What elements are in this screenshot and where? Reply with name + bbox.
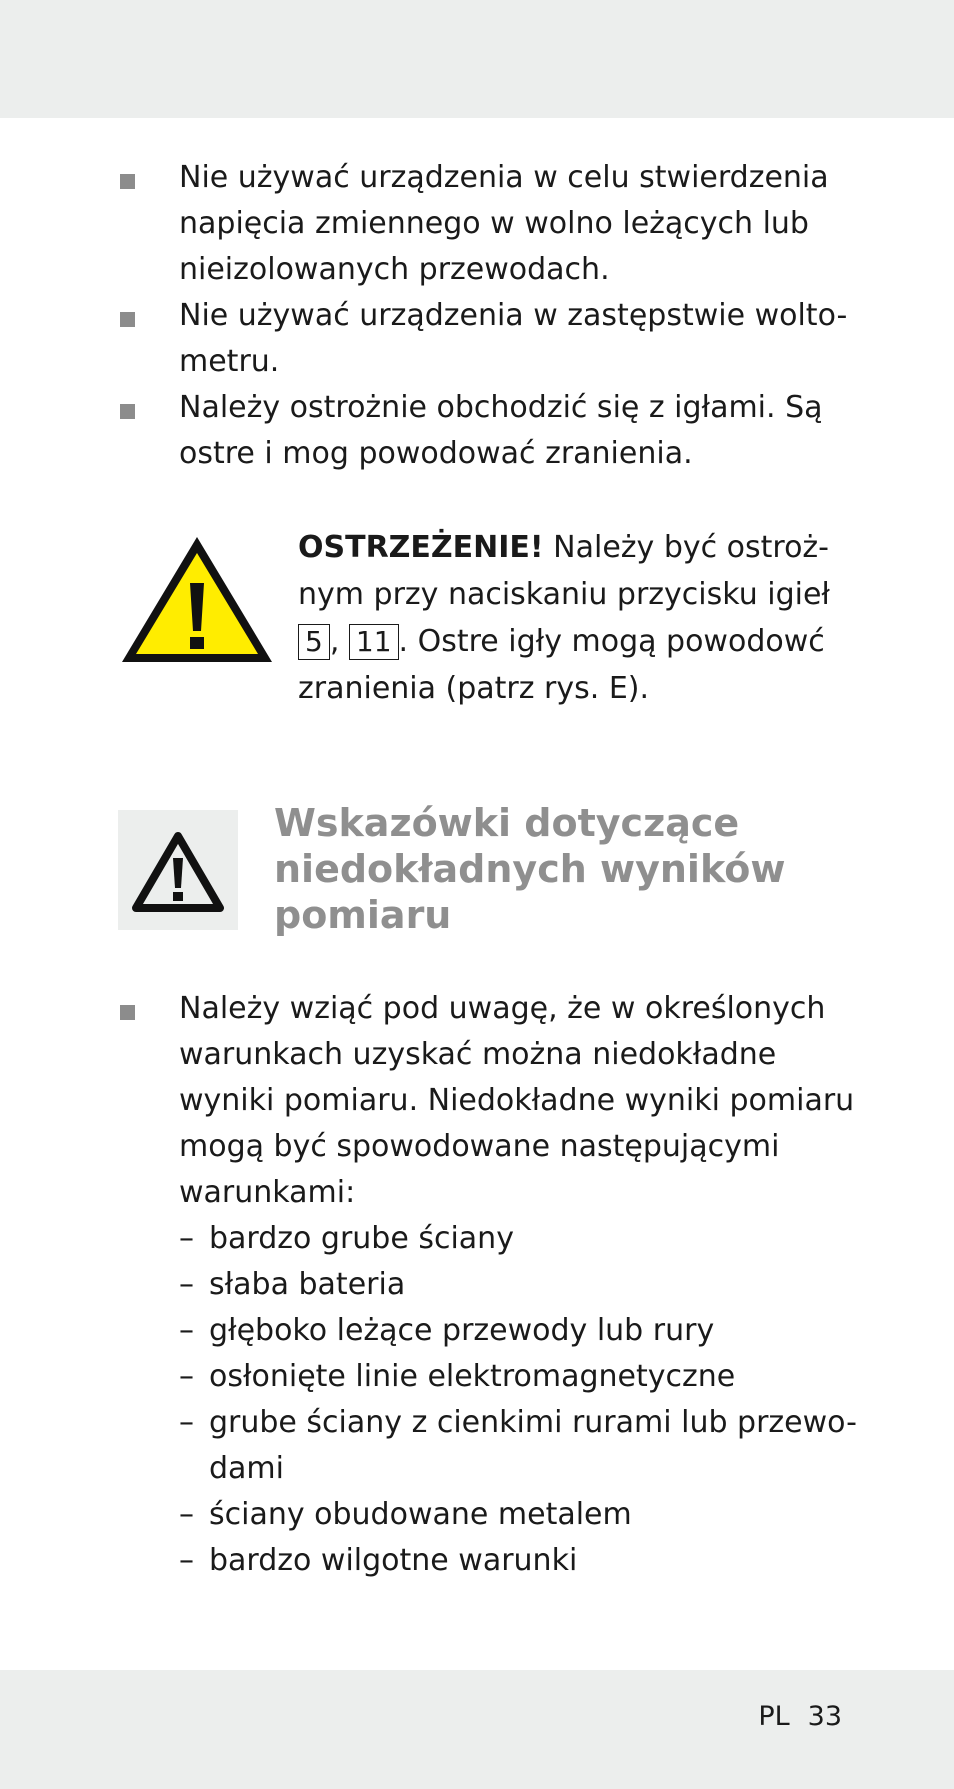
part-reference-11: 11	[349, 624, 399, 660]
condition-text: osłonięte linie elektromagnetyczne	[209, 1359, 736, 1394]
dash-marker: –	[179, 1543, 194, 1578]
condition-text: ściany obudowane metalem	[209, 1497, 632, 1532]
condition-list	[179, 1216, 859, 1584]
condition-item	[179, 1538, 859, 1584]
page-footer	[740, 1700, 842, 1734]
warning-paragraph	[298, 524, 858, 712]
condition-item	[179, 1492, 859, 1538]
dash-marker: –	[179, 1497, 194, 1532]
section-title: Wskazówki dotyczące niedokładnych wyników pomiaru	[274, 801, 786, 937]
header-band	[0, 0, 954, 118]
warning-text: Należy być ostroż-nym przy naciskaniu przycisku igieł	[298, 530, 830, 612]
list-item	[0, 293, 859, 385]
condition-item	[179, 1262, 859, 1308]
condition-text: słaba bateria	[209, 1267, 406, 1302]
list-item-text: Nie używać urządzenia w celu stwierdzenia napięcia zmiennego w wolno leżących lub nieizolowanych przewodach.	[179, 160, 829, 287]
bullet-list-main	[0, 986, 859, 1584]
condition-item	[179, 1308, 859, 1354]
warning-heading: OSTRZEŻENIE!	[298, 530, 544, 565]
dash-marker: –	[179, 1359, 194, 1394]
condition-text: grube ściany z cienkimi rurami lub przewo-dami	[209, 1405, 857, 1486]
list-item	[0, 385, 859, 477]
dash-marker: –	[179, 1405, 194, 1440]
square-bullet-icon	[120, 404, 135, 419]
square-bullet-icon	[120, 1005, 135, 1020]
bullet-list-top	[0, 155, 859, 477]
condition-text: głęboko leżące przewody lub rury	[209, 1313, 715, 1348]
list-item	[0, 986, 859, 1584]
dash-marker: –	[179, 1267, 194, 1302]
part-reference-5: 5	[298, 624, 330, 660]
condition-text: bardzo wilgotne warunki	[209, 1543, 578, 1578]
dash-marker: –	[179, 1221, 194, 1256]
condition-item	[179, 1216, 859, 1262]
page-number: 33	[807, 1701, 842, 1732]
dash-marker: –	[179, 1313, 194, 1348]
warning-separator: ,	[329, 624, 349, 659]
list-item-text: Nie używać urządzenia w zastępstwie wolto-metru.	[179, 298, 848, 379]
square-bullet-icon	[120, 312, 135, 327]
warning-text-end: . Ostre igły mogą powodowć zranienia (patrz rys. E).	[298, 624, 825, 706]
caution-triangle-icon	[118, 810, 238, 930]
square-bullet-icon	[120, 174, 135, 189]
list-item	[0, 155, 859, 293]
condition-item	[179, 1354, 859, 1400]
condition-text: bardzo grube ściany	[209, 1221, 514, 1256]
list-item-text: Należy wziąć pod uwagę, że w określonych warunkach uzyskać można niedokładne wyniki pomiaru. Niedokładne wyniki pomiaru mogą być spowodowane następującymi warunkami:	[179, 991, 855, 1210]
warning-triangle-icon	[118, 533, 276, 667]
list-item-text: Należy ostrożnie obchodzić się z igłami. Są ostre i mog powodować zranienia.	[179, 390, 823, 471]
condition-item	[179, 1400, 859, 1492]
language-code: PL	[758, 1701, 790, 1732]
